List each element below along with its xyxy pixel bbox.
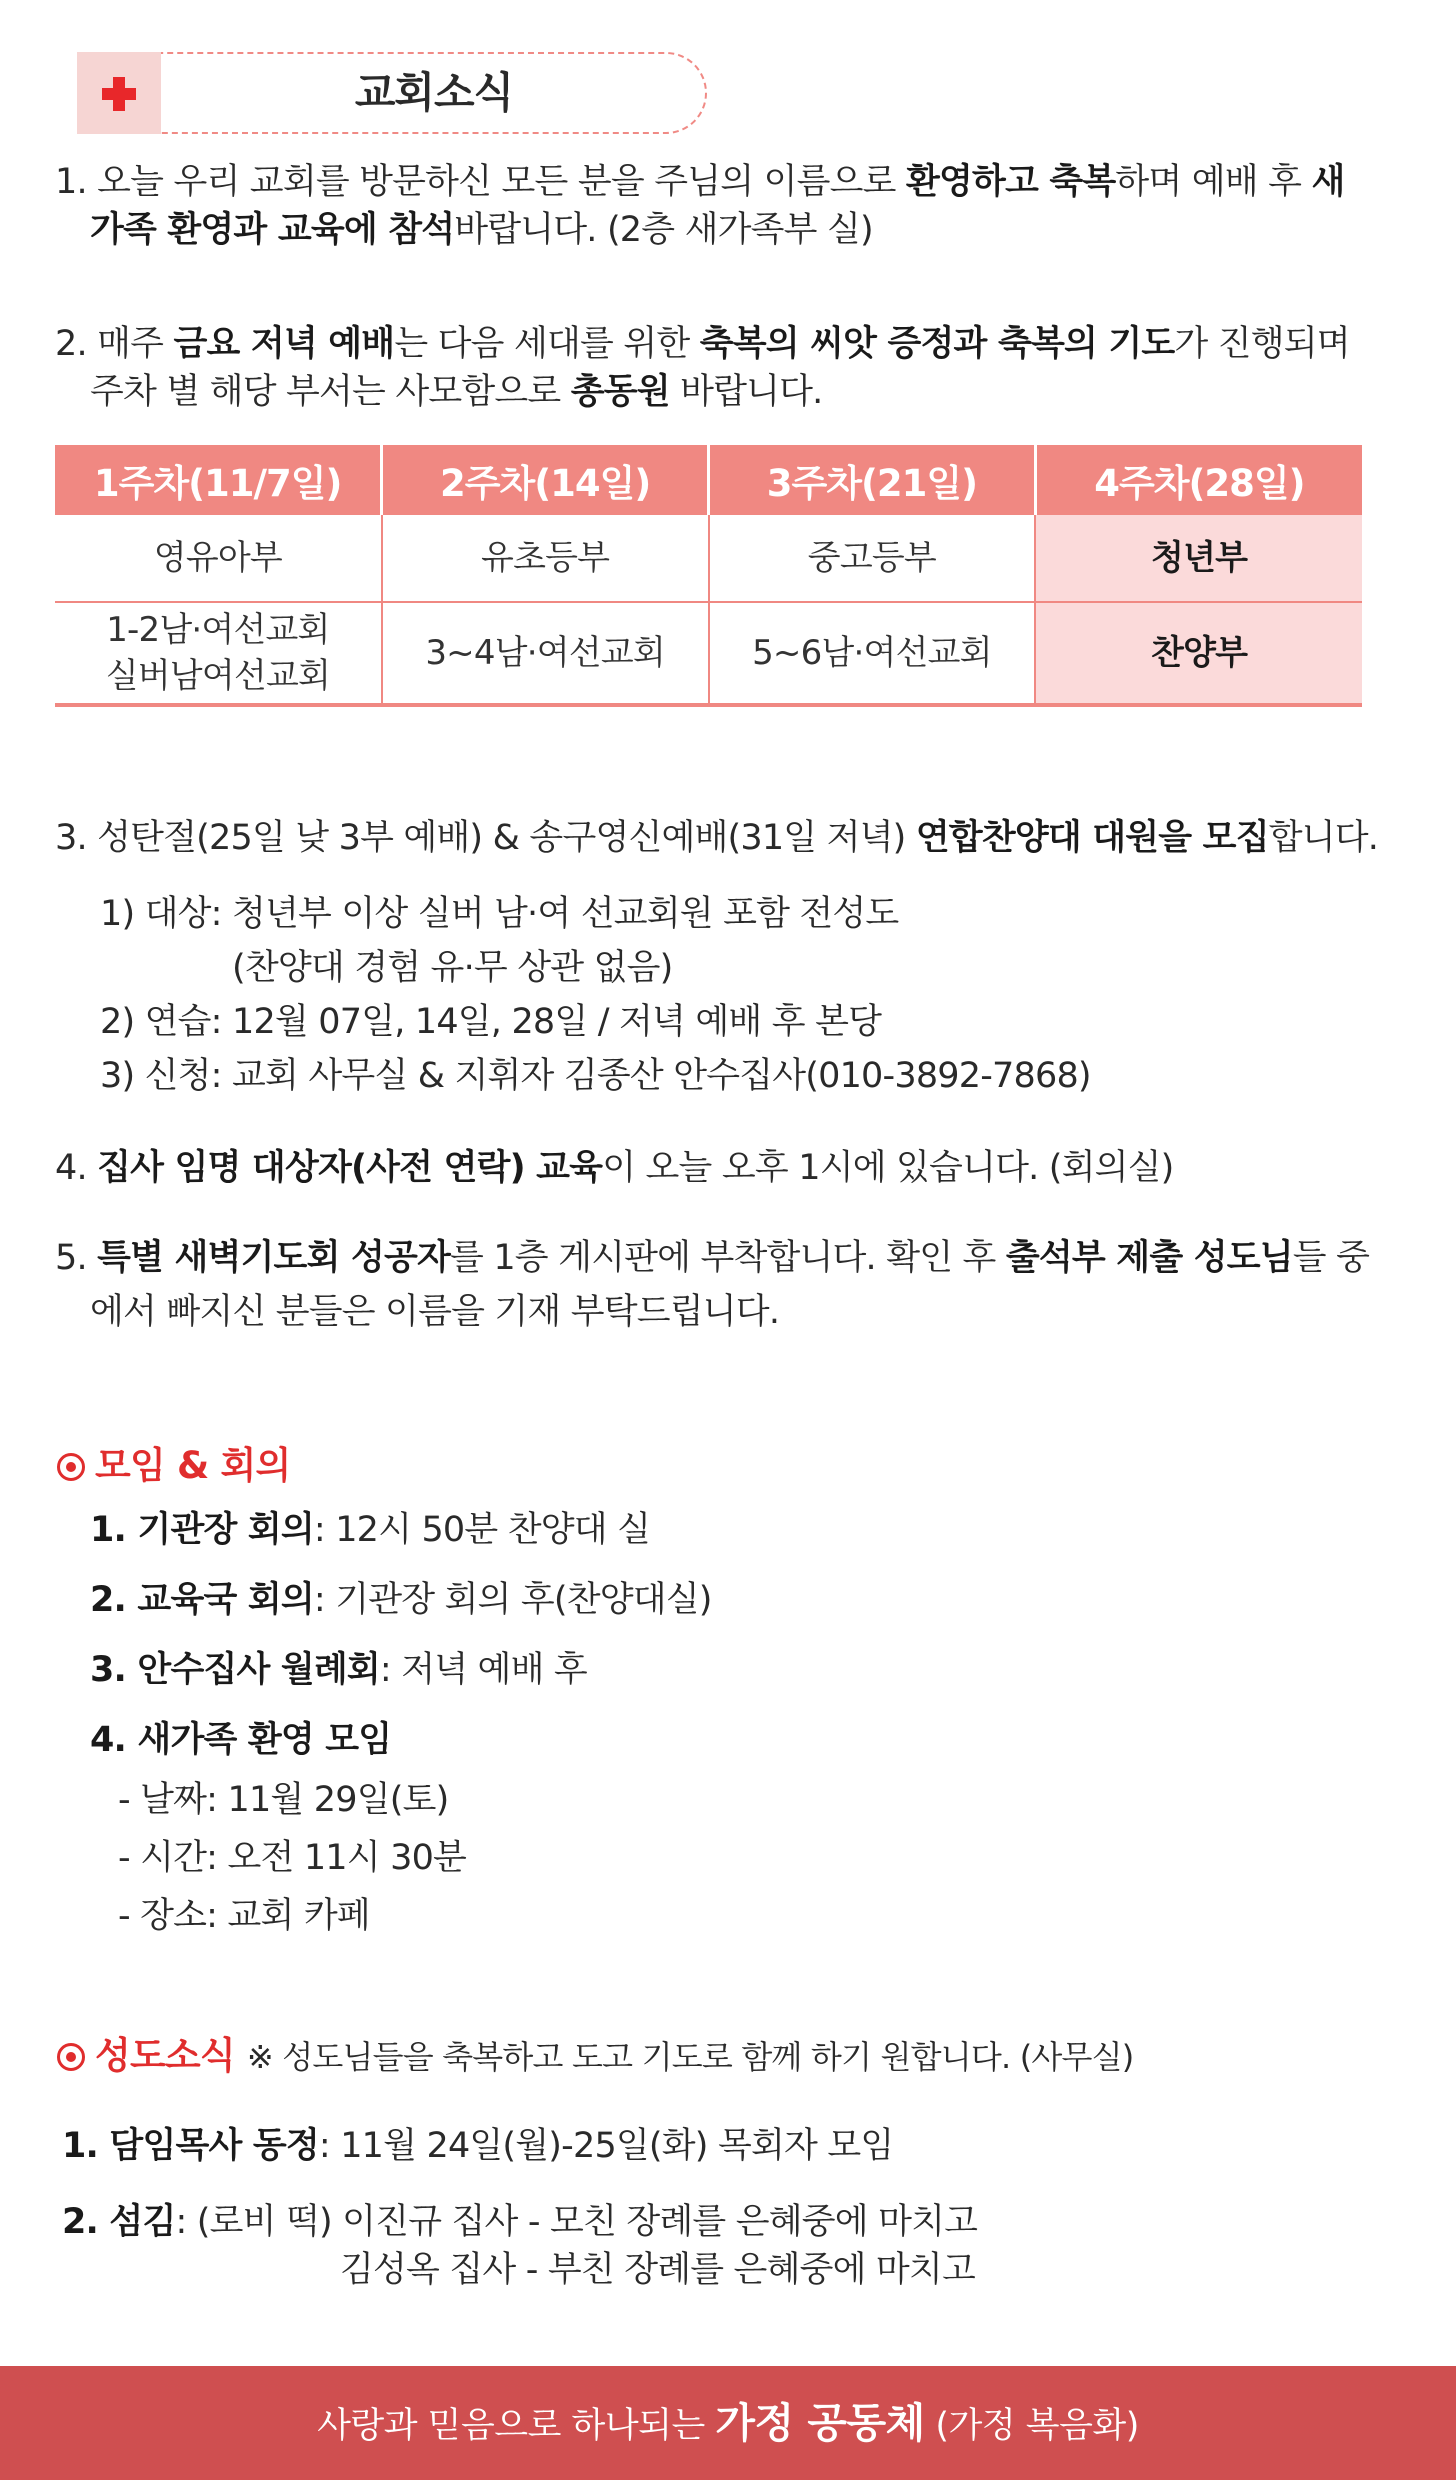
table-cell: 유초등부 xyxy=(382,515,709,602)
news-item-5-line-1: 5. 특별 새벽기도회 성공자를 1층 게시판에 부착합니다. 확인 후 출석부 제출 성도님들 중 xyxy=(55,1238,1370,1278)
table-cell: 3~4남·여선교회 xyxy=(382,602,709,705)
meeting-item-4: 4. 새가족 환영 모임 xyxy=(90,1720,392,1760)
news-item-3-line-1: 3. 성탄절(25일 낮 3부 예배) & 송구영신예배(31일 저녁) 연합찬양대 대원을 모집합니다. xyxy=(55,818,1379,858)
member-news-item-1: 1. 담임목사 동정: 11월 24일(월)-25일(화) 목회자 모임 xyxy=(62,2126,894,2166)
footer-banner: 사랑과 믿음으로 하나되는 가정 공동체 (가정 복음화) xyxy=(0,2366,1456,2480)
meeting-item-4-place: - 장소: 교회 카페 xyxy=(118,1896,370,1936)
meeting-item-3: 3. 안수집사 월례회: 저녁 예배 후 xyxy=(90,1650,587,1690)
news-item-2-line-1: 2. 매주 금요 저녁 예배는 다음 세대를 위한 축복의 씨앗 증정과 축복의 기도가 진행되며 xyxy=(55,324,1350,364)
news-item-2-line-2: 주차 별 해당 부서는 사모함으로 총동원 바랍니다. xyxy=(90,372,823,412)
member-news-item-2: 2. 섬김: (로비 떡) 이진규 집사 - 모친 장례를 은혜중에 마치고 xyxy=(62,2202,978,2242)
meeting-item-4-date: - 날짜: 11월 29일(토) xyxy=(118,1780,449,1820)
table-cell: 중고등부 xyxy=(709,515,1036,602)
page-title: 교회소식 xyxy=(354,68,514,117)
friday-service-schedule-table xyxy=(55,445,1362,707)
news-item-3-sub-1b: (찬양대 경험 유·무 상관 없음) xyxy=(232,948,673,988)
table-cell-highlighted: 청년부 xyxy=(1035,515,1362,602)
table-header-week2: 2주차(14일) xyxy=(382,445,709,515)
table-cell: 5~6남·여선교회 xyxy=(709,602,1036,705)
member-news-item-2-line-2: 김성옥 집사 - 부친 장례를 은혜중에 마치고 xyxy=(340,2250,975,2290)
members-section-note: ※ 성도님들을 축복하고 도고 기도로 함께 하기 원합니다. (사무실) xyxy=(246,2038,1134,2076)
target-bullet-icon xyxy=(57,2043,85,2071)
members-section-title: 성도소식 ※ 성도님들을 축복하고 도고 기도로 함께 하기 원합니다. (사무실) xyxy=(57,2030,1133,2083)
news-item-3-sub-1: 1) 대상: 청년부 이상 실버 남·여 선교회원 포함 전성도 xyxy=(100,894,899,934)
news-item-1-line-2: 가족 환영과 교육에 참석바랍니다. (2층 새가족부 실) xyxy=(90,210,873,250)
news-item-3-sub-2: 2) 연습: 12월 07일, 14일, 28일 / 저녁 예배 후 본당 xyxy=(100,1002,882,1042)
meeting-item-2: 2. 교육국 회의: 기관장 회의 후(찬양대실) xyxy=(90,1580,712,1620)
table-header-week3: 3주차(21일) xyxy=(709,445,1036,515)
news-item-4: 4. 집사 임명 대상자(사전 연락) 교육이 오늘 오후 1시에 있습니다. (회의실) xyxy=(55,1148,1174,1188)
news-item-1-line-1: 1. 오늘 우리 교회를 방문하신 모든 분을 주님의 이름으로 환영하고 축복하며 예배 후 새 xyxy=(55,162,1345,202)
news-item-5-line-2: 에서 빠지신 분들은 이름을 기재 부탁드립니다. xyxy=(90,1292,780,1332)
meeting-item-1: 1. 기관장 회의: 12시 50분 찬양대 실 xyxy=(90,1510,651,1550)
meeting-item-4-time: - 시간: 오전 11시 30분 xyxy=(118,1838,467,1878)
table-cell: 1-2남·여선교회 실버남여선교회 xyxy=(55,602,382,705)
table-header-week4: 4주차(28일) xyxy=(1035,445,1362,515)
table-cell-highlighted: 찬양부 xyxy=(1035,602,1362,705)
table-cell: 영유아부 xyxy=(55,515,382,602)
news-item-3-sub-3: 3) 신청: 교회 사무실 & 지휘자 김종산 안수집사(010-3892-7868) xyxy=(100,1056,1091,1096)
red-cross-icon-bar xyxy=(102,88,136,100)
target-bullet-icon xyxy=(57,1453,85,1481)
table-header-week1: 1주차(11/7일) xyxy=(55,445,382,515)
meetings-section-title: 모임 & 회의 xyxy=(57,1440,290,1492)
